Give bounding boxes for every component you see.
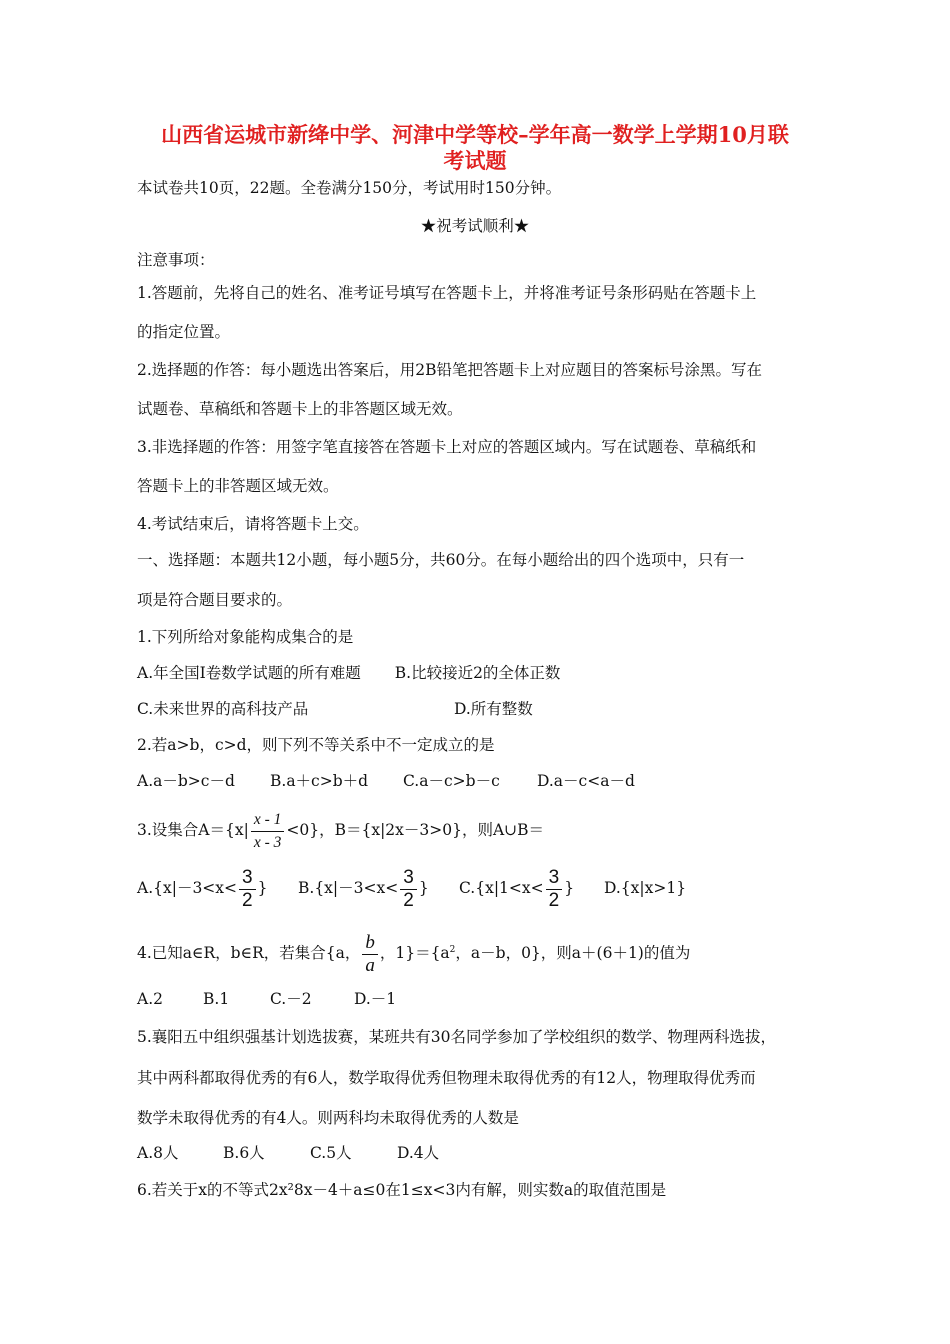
q3-option-d: D.{x|x>1} (604, 879, 687, 897)
q3-option-c-text: C.{x|1<x< (459, 879, 544, 897)
q5-option-b: B.6人 (223, 1144, 265, 1162)
q3-b-den: 2 (403, 889, 414, 911)
question-3-stem (137, 806, 544, 854)
q3-a-close: } (257, 879, 268, 897)
q5-option-a: A.8人 (137, 1144, 179, 1162)
question-3-options (137, 864, 686, 912)
q1-option-b: B.比较接近2的全体正数 (394, 664, 561, 682)
q3-b-close: } (418, 879, 429, 897)
question-1-stem: 1.下列所给对象能构成集合的是 (137, 628, 354, 646)
q1-option-a: A.年全国Ⅰ卷数学试题的所有难题 (137, 664, 361, 682)
notice-item-4: 4.考试结束后，请将答题卡上交。 (137, 515, 369, 533)
q3-option-a-text: A.{x|－3<x< (137, 879, 238, 897)
notice-item-1-cont: 的指定位置。 (137, 323, 231, 341)
notice-heading: 注意事项： (137, 251, 215, 269)
q3-fraction-numerator: x - 1 (251, 809, 285, 832)
q3-c-num: 3 (546, 867, 563, 890)
notice-item-1: 1.答题前，先将自己的姓名、准考证号填写在答题卡上，并将准考证号条形码贴在答题卡上 (137, 284, 757, 302)
question-2-options (137, 771, 635, 791)
question-5-stem-3: 数学未取得优秀的有4人。则两科均未取得优秀的人数是 (137, 1109, 519, 1127)
q3-b-num: 3 (400, 867, 417, 890)
q5-option-c: C.5人 (310, 1144, 352, 1162)
q3-option-c-fraction (546, 867, 563, 912)
q5-option-d: D.4人 (397, 1144, 440, 1162)
q3-option-b (298, 864, 459, 912)
q4-stem-pre: 4.已知a∈R，b∈R，若集合{a， (137, 944, 361, 963)
section-heading-cont: 项是符合题目要求的。 (137, 591, 293, 609)
q4-superscript: 2 (449, 945, 456, 955)
notice-item-3-cont: 答题卡上的非答题区域无效。 (137, 477, 339, 495)
question-2-stem: 2.若a>b，c>d，则下列不等关系中不一定成立的是 (137, 736, 495, 754)
exam-title-line2: 考试题 (443, 148, 507, 173)
question-6-stem: 6.若关于x的不等式2x²8x－4＋a≤0在1≤x<3内有解，则实数a的取值范围是 (137, 1181, 667, 1199)
q4-option-c: C.－2 (270, 990, 312, 1008)
q4-stem-post: ，a－b，0}，则a＋(6＋1)的值为 (455, 944, 691, 963)
q3-option-a (137, 864, 298, 912)
q1-option-d: D.所有整数 (454, 700, 533, 718)
notice-item-2: 2.选择题的作答：每小题选出答案后，用2B铅笔把答题卡上对应题目的答案标号涂黑。写在 (137, 361, 763, 379)
notice-item-2-cont: 试题卷、草稿纸和答题卡上的非答题区域无效。 (137, 400, 463, 418)
q2-option-a: A.a－b>c－d (137, 772, 235, 790)
question-5-options (137, 1143, 439, 1163)
q2-option-d: D.a－c<a－d (537, 772, 635, 790)
q3-option-c (459, 864, 604, 912)
q3-option-b-fraction (400, 867, 417, 912)
q4-option-a: A.2 (137, 990, 163, 1008)
exam-title-line1: 山西省运城市新绛中学、河津中学等校–学年高一数学上学期10月联 (161, 122, 789, 147)
q1-option-c: C.未来世界的高科技产品 (137, 700, 309, 718)
q4-fraction-denominator: a (365, 954, 375, 976)
question-5-stem-1: 5.襄阳五中组织强基计划选拔赛，某班共有30名同学参加了学校组织的数学、物理两科选拔， (137, 1028, 777, 1046)
question-5-stem-2: 其中两科都取得优秀的有6人，数学取得优秀但物理未取得优秀的有12人，物理取得优秀而 (137, 1069, 756, 1087)
q4-option-b: B.1 (203, 990, 230, 1008)
intro-text: 本试卷共10页，22题。全卷满分150分，考试用时150分钟。 (137, 179, 562, 197)
question-4-stem (137, 926, 690, 977)
question-4-options (137, 989, 396, 1009)
q3-fraction-denominator: x - 3 (253, 833, 282, 851)
q3-c-den: 2 (548, 889, 560, 911)
exam-title (120, 122, 830, 174)
q3-a-den: 2 (242, 889, 253, 911)
q2-option-b: B.a＋c>b＋d (270, 772, 369, 790)
q3-option-b-text: B.{x|－3<x< (298, 879, 399, 897)
q4-stem-mid: ，1}＝{a (379, 944, 450, 963)
q3-stem-post: <0}，B＝{x|2x－3>0}，则A∪B＝ (286, 821, 545, 839)
notice-item-3: 3.非选择题的作答：用签字笔直接答在答题卡上对应的答题区域内。写在试题卷、草稿纸和 (137, 438, 757, 456)
q4-fraction-numerator: b (362, 932, 378, 955)
q4-fraction (362, 932, 378, 977)
q3-stem-pre: 3.设集合A＝{x| (137, 821, 249, 839)
q4-option-d: D.－1 (354, 990, 397, 1008)
q3-a-num: 3 (239, 867, 256, 890)
q2-option-c: C.a－c>b－c (403, 772, 500, 790)
blessing-text: ★祝考试顺利★ (420, 217, 530, 235)
question-1-options-ab (137, 663, 560, 683)
q3-c-close: } (564, 879, 575, 897)
q3-option-a-fraction (239, 867, 256, 912)
question-1-options-cd (137, 699, 533, 719)
q3-fraction (251, 809, 285, 854)
section-heading: 一、选择题：本题共12小题，每小题5分，共60分。在每小题给出的四个选项中，只有一 (137, 551, 745, 569)
